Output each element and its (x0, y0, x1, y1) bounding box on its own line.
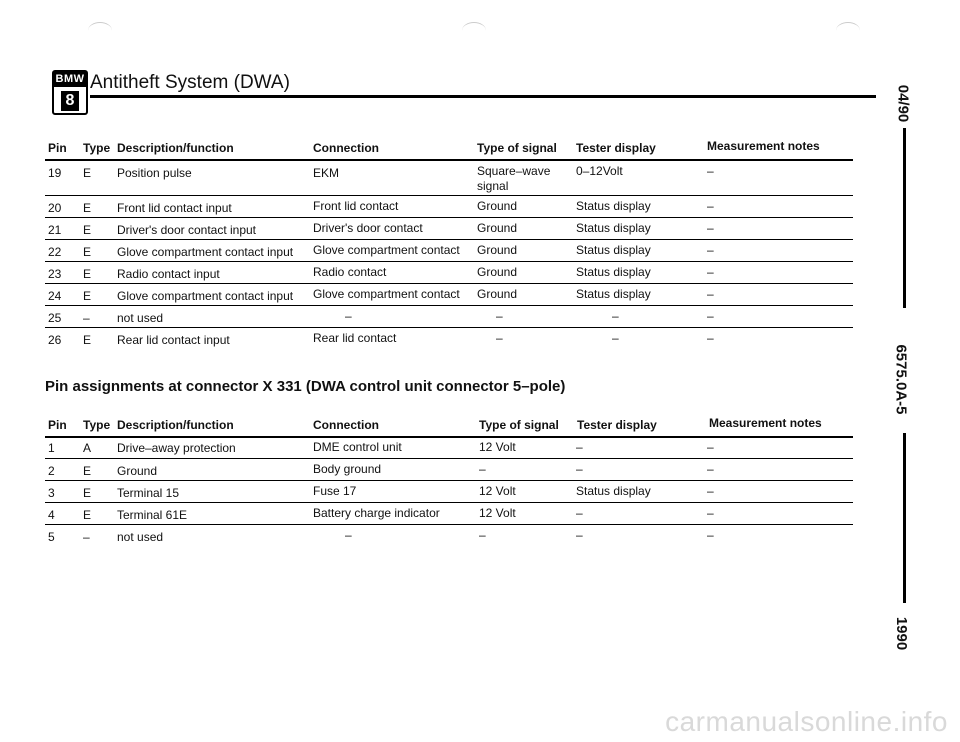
table-row (45, 218, 853, 240)
cell-desc: Glove compartment contact input (117, 245, 294, 259)
cell-conn: Glove compartment contact (313, 243, 460, 257)
cell-desc: not used (117, 530, 164, 544)
table-row (45, 240, 853, 262)
cell-signal-line2: signal (477, 179, 509, 193)
table-row (45, 284, 853, 306)
cell-type: E (83, 333, 92, 347)
col-header-type: Type (83, 418, 111, 432)
cell-type: E (83, 267, 92, 281)
cell-type: E (83, 464, 92, 478)
cell-conn: Fuse 17 (313, 484, 357, 498)
cell-notes: – (707, 484, 714, 498)
margin-reference-code: 6575.0A-5 (892, 344, 910, 415)
cell-pin: 2 (48, 464, 55, 478)
cell-tester: – (612, 309, 619, 323)
cell-tester: – (576, 528, 583, 542)
margin-date: 04/90 (894, 84, 912, 123)
cell-desc: not used (117, 311, 164, 325)
cell-tester: Status display (576, 287, 651, 301)
cell-type: E (83, 508, 92, 522)
table-header (45, 418, 853, 436)
margin-rule (903, 433, 906, 603)
cell-notes: – (707, 331, 714, 345)
pin-table-connector-x331 (45, 418, 853, 546)
page-mark (88, 22, 112, 39)
col-header-notes: Measurement notes (709, 416, 822, 430)
cell-type: E (83, 201, 92, 215)
page-mark (462, 22, 486, 39)
table-row (45, 328, 853, 349)
cell-conn: Battery charge indicator (313, 506, 440, 520)
cell-desc: Drive–away protection (117, 441, 236, 455)
cell-pin: 25 (48, 311, 62, 325)
cell-pin: 22 (48, 245, 62, 259)
cell-type: E (83, 223, 92, 237)
cell-desc: Terminal 61E (117, 508, 188, 522)
logo-brand-text: BMW (55, 73, 85, 85)
cell-pin: 3 (48, 486, 55, 500)
cell-conn: Glove compartment contact (313, 287, 460, 301)
col-header-pin: Pin (48, 141, 67, 155)
table-row (45, 196, 853, 218)
cell-pin: 23 (48, 267, 62, 281)
table-row (45, 503, 853, 525)
col-header-connection: Connection (313, 141, 379, 155)
cell-conn: Driver's door contact (313, 221, 423, 235)
cell-signal: – (496, 309, 503, 323)
cell-tester: – (612, 331, 619, 345)
cell-tester: Status display (576, 243, 651, 257)
margin-year: 1990 (893, 616, 911, 651)
cell-desc: Position pulse (117, 166, 192, 180)
cell-type: A (83, 441, 92, 455)
cell-type: – (83, 530, 90, 544)
page-mark (836, 22, 860, 39)
cell-pin: 5 (48, 530, 55, 544)
logo-group-number: 8 (61, 91, 79, 111)
col-header-signal: Type of signal (477, 141, 557, 155)
col-header-signal: Type of signal (479, 418, 559, 432)
cell-type: E (83, 289, 92, 303)
cell-signal: – (479, 528, 486, 542)
cell-desc: Driver's door contact input (117, 223, 257, 237)
cell-type: E (83, 245, 92, 259)
margin-rule (903, 128, 906, 308)
col-header-tester: Tester display (576, 141, 656, 155)
cell-signal: Ground (477, 199, 518, 213)
cell-pin: 24 (48, 289, 62, 303)
cell-signal: 12 Volt (479, 484, 516, 498)
cell-desc: Terminal 15 (117, 486, 180, 500)
cell-notes: – (707, 221, 714, 235)
pin-table-main (45, 141, 853, 349)
cell-notes: – (707, 265, 714, 279)
cell-conn: – (345, 309, 352, 323)
col-header-connection: Connection (313, 418, 379, 432)
cell-tester: – (576, 462, 583, 476)
cell-notes: – (707, 164, 714, 178)
cell-signal: Ground (477, 243, 518, 257)
cell-notes: – (707, 440, 714, 454)
cell-notes: – (707, 243, 714, 257)
col-header-pin: Pin (48, 418, 67, 432)
cell-conn: DME control unit (313, 440, 402, 454)
cell-tester: – (576, 440, 583, 454)
cell-type: E (83, 166, 92, 180)
cell-desc: Front lid contact input (117, 201, 232, 215)
cell-pin: 19 (48, 166, 62, 180)
cell-signal: 12 Volt (479, 506, 516, 520)
table-row (45, 438, 853, 459)
cell-conn: Body ground (313, 462, 382, 476)
cell-desc: Ground (117, 464, 158, 478)
cell-pin: 21 (48, 223, 62, 237)
cell-tester: Status display (576, 484, 651, 498)
table-row (45, 481, 853, 503)
table-row (45, 525, 853, 546)
page-title: Antitheft System (DWA) (90, 72, 290, 93)
table-row (45, 161, 853, 196)
cell-signal: – (479, 462, 486, 476)
col-header-description: Description/function (117, 418, 234, 432)
table-header (45, 141, 853, 159)
cell-conn: EKM (313, 166, 340, 180)
cell-signal: Ground (477, 221, 518, 235)
bmw-logo (52, 70, 88, 115)
cell-pin: 20 (48, 201, 62, 215)
cell-notes: – (707, 528, 714, 542)
cell-signal: Square–wave (477, 164, 551, 178)
cell-tester: 0–12Volt (576, 164, 623, 178)
header-rule (90, 95, 876, 98)
cell-signal: Ground (477, 287, 518, 301)
cell-conn: Front lid contact (313, 199, 399, 213)
cell-desc: Radio contact input (117, 267, 220, 281)
watermark: carmanualsonline.info (665, 706, 948, 737)
cell-notes: – (707, 506, 714, 520)
col-header-tester: Tester display (577, 418, 657, 432)
cell-notes: – (707, 287, 714, 301)
cell-tester: Status display (576, 265, 651, 279)
cell-conn: Rear lid contact (313, 331, 397, 345)
cell-signal: – (496, 331, 503, 345)
table-row (45, 459, 853, 481)
cell-type: – (83, 311, 90, 325)
cell-notes: – (707, 462, 714, 476)
cell-notes: – (707, 309, 714, 323)
connector-section-heading: Pin assignments at connector X 331 (DWA control unit connector 5–pole) (45, 378, 566, 395)
cell-conn: Radio contact (313, 265, 387, 279)
cell-notes: – (707, 199, 714, 213)
cell-signal: Ground (477, 265, 518, 279)
cell-pin: 26 (48, 333, 62, 347)
table-row (45, 262, 853, 284)
cell-tester: – (576, 506, 583, 520)
cell-pin: 1 (48, 441, 55, 455)
cell-desc: Rear lid contact input (117, 333, 230, 347)
cell-signal: 12 Volt (479, 440, 516, 454)
col-header-notes: Measurement notes (707, 139, 820, 153)
cell-tester: Status display (576, 221, 651, 235)
cell-type: E (83, 486, 92, 500)
cell-conn: – (345, 528, 352, 542)
cell-desc: Glove compartment contact input (117, 289, 294, 303)
cell-tester: Status display (576, 199, 651, 213)
col-header-description: Description/function (117, 141, 234, 155)
cell-pin: 4 (48, 508, 55, 522)
col-header-type: Type (83, 141, 111, 155)
table-row (45, 306, 853, 328)
